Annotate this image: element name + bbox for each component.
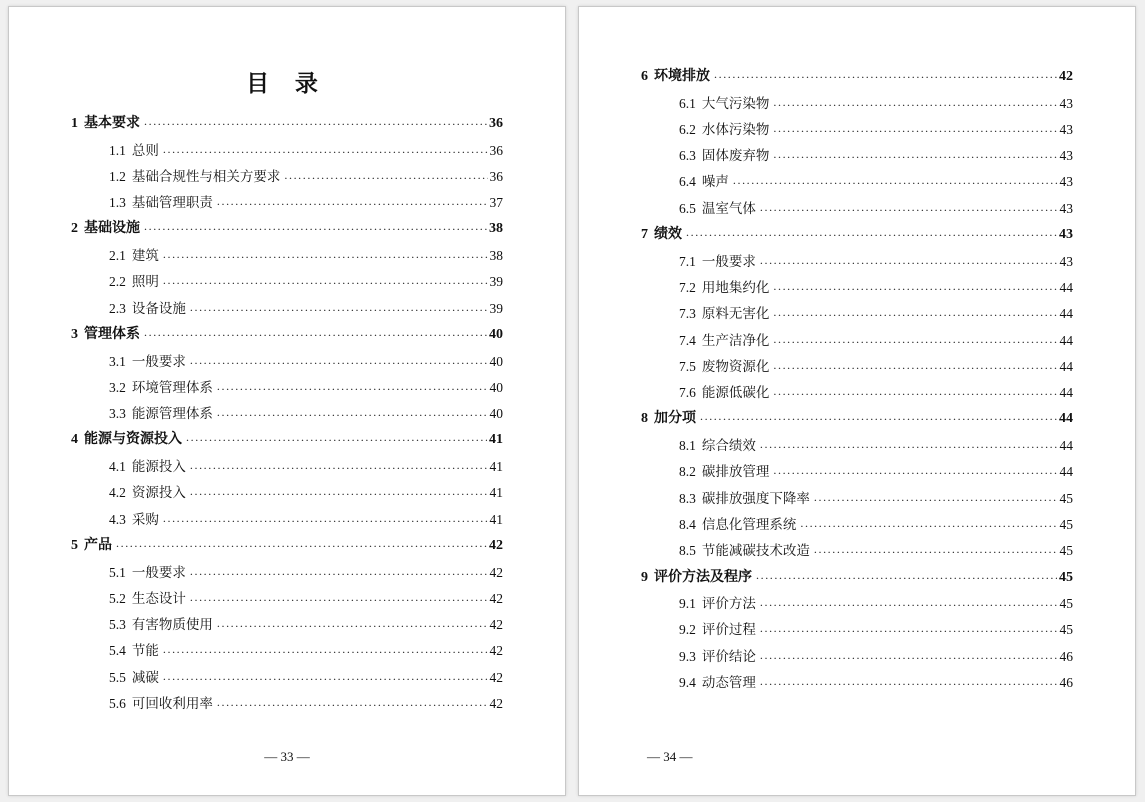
toc-leader-dots — [163, 248, 488, 262]
toc-entry-label: 减碳 — [131, 669, 159, 685]
toc-entry-page-number: 42 — [489, 669, 503, 685]
toc-entry-label: 大气污染物 — [701, 95, 770, 111]
toc-entry-page-number: 40 — [489, 379, 503, 395]
toc-entry[interactable] — [641, 675, 1073, 691]
toc-leader-dots — [163, 143, 488, 157]
toc-entry-number: 6.2 — [679, 121, 696, 137]
toc-leader-dots — [773, 122, 1057, 136]
toc-leader-dots — [190, 565, 488, 579]
toc-entry-page-number: 43 — [1059, 174, 1073, 190]
toc-entry-number: 1 — [71, 116, 78, 131]
toc-entry-label: 有害物质使用 — [131, 617, 213, 633]
toc-entry-page-number: 41 — [489, 459, 503, 475]
toc-entry-page-number: 42 — [489, 564, 503, 580]
toc-entry-page-number: 43 — [1059, 200, 1073, 216]
toc-leader-dots — [760, 254, 1058, 268]
toc-entry-number: 8.3 — [679, 490, 696, 506]
toc-leader-dots — [217, 696, 488, 710]
toc-entry-number: 5.2 — [109, 590, 126, 606]
toc-entry-label: 可回收利用率 — [131, 696, 213, 712]
toc-leader-dots — [144, 115, 487, 129]
toc-entry-page-number: 44 — [1059, 279, 1073, 295]
toc-entry-number: 6.3 — [679, 148, 696, 164]
toc-entry[interactable] — [71, 485, 503, 501]
toc-entry-page-number: 42 — [489, 537, 503, 553]
toc-entry-label: 评价方法 — [701, 596, 756, 612]
toc-entry-page-number: 45 — [1059, 622, 1073, 638]
toc-entry[interactable] — [641, 491, 1073, 507]
toc-entry-page-number: 38 — [489, 248, 503, 264]
toc-leader-dots — [733, 174, 1058, 188]
page-number-left: — 33 — — [264, 749, 310, 764]
toc-entry-number: 6.1 — [679, 95, 696, 111]
toc-leader-dots — [756, 569, 1057, 583]
toc-leader-dots — [773, 280, 1057, 294]
toc-entry-label: 总则 — [131, 142, 159, 158]
toc-leader-dots — [163, 643, 488, 657]
toc-entry-label: 环境管理体系 — [131, 379, 213, 395]
toc-entry-number: 9.3 — [679, 648, 696, 664]
toc-entry[interactable] — [641, 227, 1073, 243]
toc-entry-page-number: 44 — [1059, 306, 1073, 322]
toc-entry-label: 产品 — [84, 537, 112, 553]
toc-leader-dots — [773, 148, 1057, 162]
toc-entry-page-number: 42 — [489, 590, 503, 606]
toc-entry[interactable] — [71, 643, 503, 659]
toc-entry-label: 综合绩效 — [701, 438, 756, 454]
page-left — [8, 6, 566, 796]
toc-entry-number: 2.1 — [109, 248, 126, 264]
toc-entry-label: 评价结论 — [701, 648, 756, 664]
toc-entry-label: 温室气体 — [701, 200, 756, 216]
toc-entry[interactable] — [71, 143, 503, 159]
toc-leader-dots — [760, 438, 1058, 452]
toc-entry-page-number: 39 — [489, 274, 503, 290]
toc-entry-page-number: 46 — [1059, 648, 1073, 664]
toc-entry-number: 2.3 — [109, 300, 126, 316]
toc-entry[interactable] — [641, 254, 1073, 270]
toc-entry-number: 9.4 — [679, 675, 696, 691]
toc-entry-label: 固体废弃物 — [701, 148, 770, 164]
toc-entry-number: 4.1 — [109, 459, 126, 475]
toc-entry-page-number: 43 — [1059, 95, 1073, 111]
toc-entry-label: 用地集约化 — [701, 279, 770, 295]
toc-entry[interactable] — [71, 459, 503, 475]
toc-entry-number: 2 — [71, 221, 78, 237]
toc-entry-number: 9.1 — [679, 596, 696, 612]
toc-entry[interactable] — [71, 248, 503, 264]
toc-entry-number: 2.2 — [109, 274, 126, 290]
toc-entry-number: 8.1 — [679, 438, 696, 454]
toc-leader-dots — [217, 406, 488, 420]
toc-leader-dots — [773, 306, 1057, 320]
toc-entry[interactable] — [71, 696, 503, 712]
toc-entry[interactable] — [641, 438, 1073, 454]
toc-entry[interactable] — [641, 543, 1073, 559]
toc-entry-number: 4 — [71, 432, 78, 448]
toc-leader-dots — [144, 220, 487, 234]
toc-entry[interactable] — [71, 565, 503, 581]
toc-leader-dots — [760, 201, 1058, 215]
toc-entry-page-number: 45 — [1059, 490, 1073, 506]
toc-entry-page-number: 39 — [489, 300, 503, 316]
toc-entry[interactable] — [71, 617, 503, 633]
toc-entry-number: 1.3 — [109, 195, 126, 211]
toc-entry-label: 基础管理职责 — [131, 195, 213, 211]
toc-entry-page-number: 43 — [1059, 148, 1073, 164]
toc-entry-page-number: 42 — [489, 643, 503, 659]
toc-entry[interactable] — [641, 411, 1073, 427]
toc-entry[interactable] — [71, 538, 503, 554]
toc-entry-label: 动态管理 — [701, 675, 756, 691]
toc-leader-dots — [217, 380, 488, 394]
toc-entry[interactable] — [641, 622, 1073, 638]
toc-entry-number: 6 — [641, 69, 648, 84]
toc-entry-page-number: 41 — [489, 432, 503, 448]
toc-leader-dots — [284, 169, 487, 183]
toc-entry[interactable] — [641, 359, 1073, 375]
toc-entry-page-number: 44 — [1059, 438, 1073, 454]
toc-entry-page-number: 42 — [489, 696, 503, 712]
toc-entry[interactable] — [71, 512, 503, 528]
toc-entry-page-number: 37 — [489, 195, 503, 211]
toc-entry[interactable] — [641, 122, 1073, 138]
toc-entry-number: 8.5 — [679, 543, 696, 559]
toc-entry-page-number: 42 — [1059, 69, 1073, 84]
toc-leader-dots — [686, 226, 1057, 240]
toc-leader-dots — [814, 491, 1058, 505]
toc-entry-page-number: 44 — [1059, 358, 1073, 374]
toc-leader-dots — [144, 326, 487, 340]
toc-entry-page-number: 40 — [489, 326, 503, 342]
toc-entry-label: 能源投入 — [131, 459, 186, 475]
toc-entry-number: 7.2 — [679, 279, 696, 295]
toc-leader-dots — [190, 301, 488, 315]
toc-leader-dots — [714, 68, 1057, 82]
toc-entry-label: 节能减碳技术改造 — [701, 543, 810, 559]
page-right — [578, 6, 1136, 796]
toc-entry-page-number: 45 — [1059, 543, 1073, 559]
toc-entry[interactable] — [641, 280, 1073, 296]
toc-leader-dots — [116, 537, 487, 551]
toc-entry-label: 一般要求 — [131, 353, 186, 369]
toc-leader-dots — [190, 591, 488, 605]
toc-entry-label: 水体污染物 — [701, 121, 770, 137]
toc-entry[interactable] — [641, 96, 1073, 112]
toc-entry-label: 绩效 — [654, 227, 682, 243]
toc-leader-dots — [190, 354, 488, 368]
toc-entry-page-number: 38 — [489, 221, 503, 237]
toc-entry-page-number: 44 — [1059, 411, 1073, 427]
toc-entry-number: 3.2 — [109, 379, 126, 395]
toc-entry-number: 5.6 — [109, 696, 126, 712]
toc-list-right — [641, 69, 1073, 743]
toc-entry-number: 7 — [641, 227, 648, 243]
toc-entry[interactable] — [641, 570, 1073, 586]
toc-leader-dots — [773, 359, 1057, 373]
toc-entry-number: 1.2 — [109, 168, 126, 184]
toc-entry-label: 噪声 — [701, 174, 729, 190]
toc-entry[interactable] — [641, 174, 1073, 190]
toc-entry[interactable] — [71, 670, 503, 686]
toc-entry[interactable] — [71, 327, 503, 343]
toc-entry-number: 8 — [641, 411, 648, 427]
toc-entry-page-number: 45 — [1059, 516, 1073, 532]
toc-entry-page-number: 45 — [1059, 569, 1073, 585]
toc-entry[interactable] — [641, 148, 1073, 164]
toc-entry-label: 基础合规性与相关方要求 — [131, 168, 281, 184]
toc-entry-number: 6.4 — [679, 174, 696, 190]
toc-entry-page-number: 42 — [489, 617, 503, 633]
toc-leader-dots — [163, 512, 488, 526]
toc-entry-number: 3.3 — [109, 406, 126, 422]
toc-entry-number: 7.6 — [679, 385, 696, 401]
toc-entry[interactable] — [641, 517, 1073, 533]
toc-entry-label: 采购 — [131, 511, 159, 527]
toc-leader-dots — [217, 617, 488, 631]
toc-entry-number: 5.1 — [109, 564, 126, 580]
toc-entry-page-number: 41 — [489, 511, 503, 527]
toc-entry-page-number: 44 — [1059, 332, 1073, 348]
toc-entry-number: 5.4 — [109, 643, 126, 659]
toc-entry-label: 建筑 — [131, 248, 159, 264]
toc-entry[interactable] — [641, 306, 1073, 322]
toc-entry[interactable] — [641, 69, 1073, 85]
toc-entry-label: 管理体系 — [84, 326, 140, 342]
toc-entry-label: 生产洁净化 — [701, 332, 770, 348]
toc-entry-label: 节能 — [131, 643, 159, 659]
toc-entry-page-number: 43 — [1059, 253, 1073, 269]
toc-leader-dots — [760, 596, 1058, 610]
toc-entry-label: 信息化管理系统 — [701, 516, 797, 532]
toc-entry-number: 4.3 — [109, 511, 126, 527]
toc-entry-number: 7.3 — [679, 306, 696, 322]
toc-entry-number: 5.5 — [109, 669, 126, 685]
toc-leader-dots — [773, 96, 1057, 110]
toc-entry[interactable] — [71, 195, 503, 211]
toc-entry-label: 基本要求 — [84, 116, 140, 131]
toc-entry[interactable] — [641, 333, 1073, 349]
toc-entry-label: 设备设施 — [131, 300, 186, 316]
toc-entry-number: 7.1 — [679, 253, 696, 269]
toc-entry-label: 碳排放管理 — [701, 464, 770, 480]
toc-entry-page-number: 40 — [489, 353, 503, 369]
toc-entry-number: 5.3 — [109, 617, 126, 633]
toc-entry-number: 7.4 — [679, 332, 696, 348]
toc-entry[interactable] — [71, 169, 503, 185]
toc-entry-page-number: 36 — [489, 168, 503, 184]
page-title: 目 录 — [246, 71, 328, 96]
toc-entry-page-number: 41 — [489, 485, 503, 501]
toc-entry-page-number: 44 — [1059, 464, 1073, 480]
toc-entry-label: 基础设施 — [84, 221, 140, 237]
toc-entry[interactable] — [71, 591, 503, 607]
toc-entry-number: 8.2 — [679, 464, 696, 480]
toc-entry[interactable] — [71, 221, 503, 237]
toc-entry-number: 7.5 — [679, 358, 696, 374]
toc-entry-page-number: 36 — [489, 142, 503, 158]
toc-leader-dots — [773, 385, 1057, 399]
toc-entry-page-number: 46 — [1059, 675, 1073, 691]
toc-entry-label: 一般要求 — [701, 253, 756, 269]
toc-entry-label: 能源与资源投入 — [84, 432, 182, 448]
toc-entry-number: 8.4 — [679, 516, 696, 532]
toc-entry-label: 生态设计 — [131, 590, 186, 606]
toc-entry-label: 资源投入 — [131, 485, 186, 501]
toc-entry-page-number: 43 — [1059, 227, 1073, 243]
toc-entry-page-number: 45 — [1059, 596, 1073, 612]
toc-leader-dots — [760, 675, 1058, 689]
toc-entry[interactable] — [641, 649, 1073, 665]
toc-leader-dots — [773, 464, 1057, 478]
toc-leader-dots — [800, 517, 1057, 531]
toc-leader-dots — [190, 485, 488, 499]
toc-entry[interactable] — [71, 380, 503, 396]
toc-entry-number: 3 — [71, 326, 78, 342]
toc-entry-page-number: 40 — [489, 406, 503, 422]
toc-entry-number: 6.5 — [679, 200, 696, 216]
toc-entry-number: 9 — [641, 569, 648, 585]
toc-leader-dots — [186, 431, 487, 445]
toc-entry-label: 废物资源化 — [701, 358, 770, 374]
toc-entry[interactable] — [641, 596, 1073, 612]
toc-entry-label: 评价过程 — [701, 622, 756, 638]
toc-leader-dots — [190, 459, 488, 473]
toc-entry-number: 9.2 — [679, 622, 696, 638]
toc-entry-label: 环境排放 — [654, 69, 710, 84]
toc-leader-dots — [760, 649, 1058, 663]
toc-leader-dots — [217, 195, 488, 209]
toc-entry-number: 4.2 — [109, 485, 126, 501]
toc-leader-dots — [700, 410, 1057, 424]
toc-entry-page-number: 44 — [1059, 385, 1073, 401]
toc-entry-number: 1.1 — [109, 142, 126, 158]
toc-entry-label: 一般要求 — [131, 564, 186, 580]
toc-entry-page-number: 36 — [489, 116, 503, 131]
toc-leader-dots — [814, 543, 1058, 557]
toc-entry[interactable] — [71, 354, 503, 370]
toc-leader-dots — [163, 274, 488, 288]
toc-entry-label: 照明 — [131, 274, 159, 290]
toc-entry-label: 能源管理体系 — [131, 406, 213, 422]
toc-entry[interactable] — [71, 406, 503, 422]
toc-entry-page-number: 43 — [1059, 121, 1073, 137]
toc-entry[interactable] — [641, 385, 1073, 401]
toc-entry[interactable] — [71, 116, 503, 132]
toc-entry-label: 碳排放强度下降率 — [701, 490, 810, 506]
toc-entry-label: 评价方法及程序 — [654, 569, 752, 585]
toc-entry[interactable] — [71, 432, 503, 448]
toc-entry-label: 加分项 — [654, 411, 696, 427]
page-number-right: — 34 — — [647, 749, 693, 764]
toc-entry[interactable] — [71, 301, 503, 317]
toc-entry-number: 3.1 — [109, 353, 126, 369]
toc-entry-number: 5 — [71, 537, 78, 553]
toc-entry[interactable] — [641, 201, 1073, 217]
toc-leader-dots — [163, 670, 488, 684]
toc-leader-dots — [773, 333, 1057, 347]
toc-entry-label: 能源低碳化 — [701, 385, 770, 401]
toc-entry[interactable] — [641, 464, 1073, 480]
toc-leader-dots — [760, 622, 1058, 636]
toc-entry-label: 原料无害化 — [701, 306, 770, 322]
toc-list-left — [71, 116, 503, 743]
toc-entry[interactable] — [71, 274, 503, 290]
